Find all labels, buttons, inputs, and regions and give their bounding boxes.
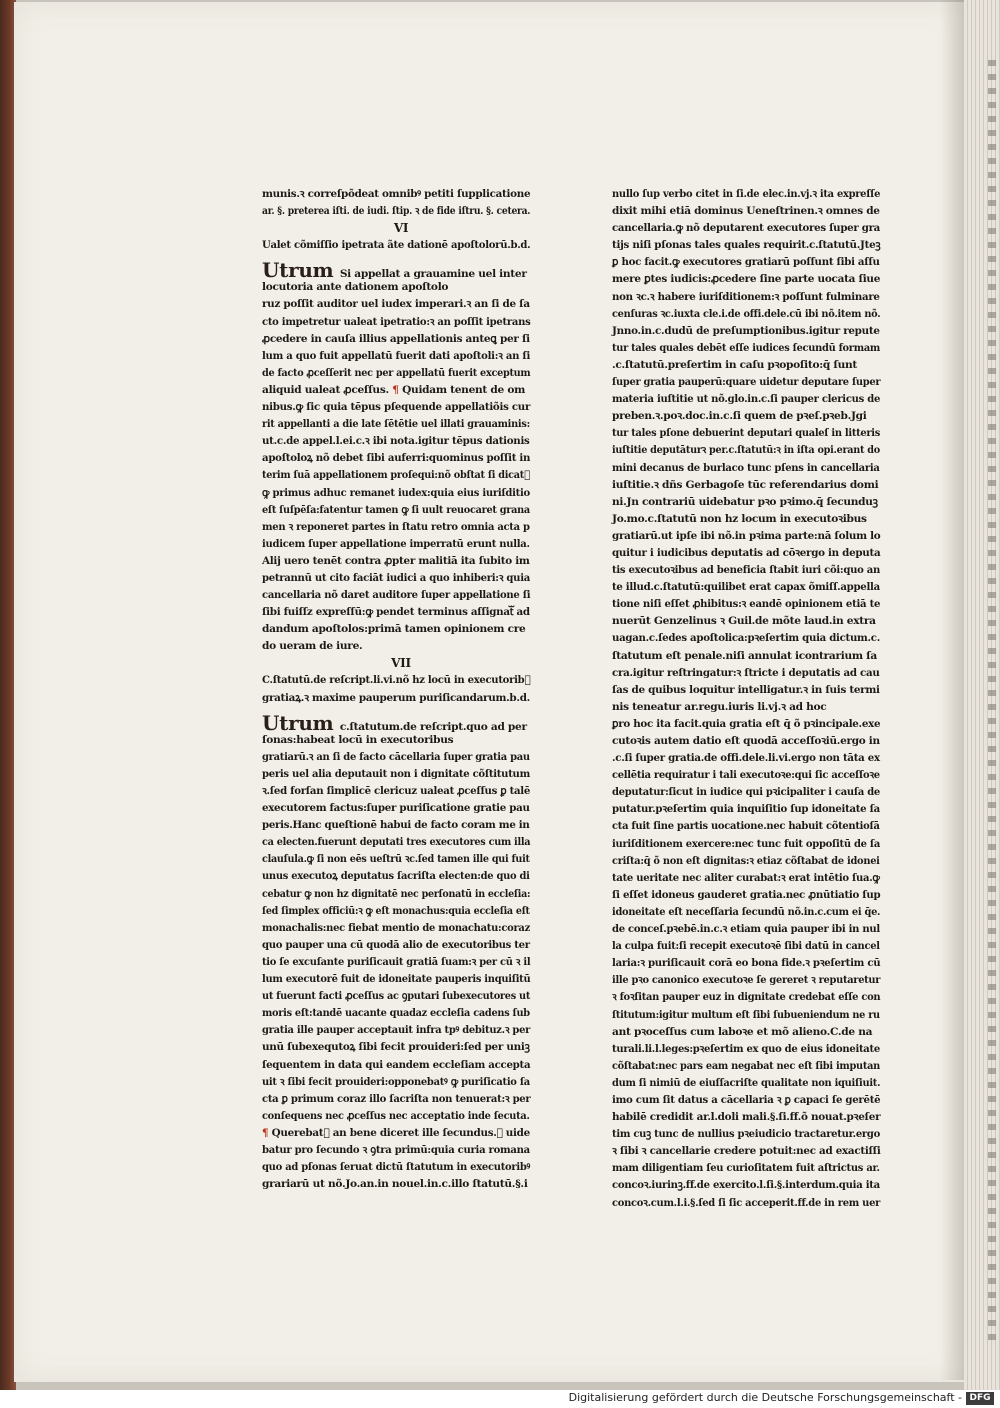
- text-line: quo ad pſonas ſeruat dictū ſtatutum in executoribꝰ: [262, 1161, 531, 1174]
- text-line: concoꝛ.iurinꝫ.ff.de exercito.l.ſi.§.interdum.quia ita: [612, 1179, 880, 1192]
- text-line: mere ꝑtes iudicis:ꝓcedere ſine parte uocata ſiue: [612, 273, 881, 286]
- text-line: ꝑ hoc facit.ꝙ executores gratiarū poſſunt ſibi aſſu: [612, 256, 880, 269]
- text-line: iuſtitie.ꝛ dñs Gerbagoſe tūc referendarius domi: [612, 478, 879, 491]
- initial-utrum-vii: Utrum: [262, 710, 334, 735]
- text-line: ſi eſſet idoneus gauderet gratia.nec ꝓnūtiatio ſup: [612, 888, 881, 901]
- text-line: apoſtoloꝝ nõ debet ſibi auferri:quominus poſſit in: [262, 452, 531, 465]
- text-line: eſt ſuſpēſa:fatentur tamen ꝙ ſi uult reuocaret grana: [262, 503, 530, 516]
- text-line: peris uel alia deputauit non i dignitate cõſtitutum: [262, 767, 530, 780]
- text-line: idoneitate eſt neceſſaria ſecundū nõ.in.c.cum ei q̄e.: [612, 905, 881, 918]
- text-line: tijs niſi pſonas tales quales requirit.c.ſtatutū.Jteꝫ: [612, 239, 881, 252]
- text-line: ꝑro hoc ita facit.quia gratia eſt q̄ õ pꝛincipale.exe: [612, 717, 881, 730]
- text-line: cutoꝛis autem datio eſt quodā acceſſoꝛiū.ergo in: [612, 735, 880, 747]
- section-heading-line: C.ſtatutū.de reſcript.li.vi.nõ hz locū in executoribᷓ: [262, 674, 531, 687]
- text-line: criſta:q̄ õ non eſt dignitas:ꝛ etiaz cõſtabat de idonei: [612, 854, 880, 867]
- text-line: uit ꝛ ſibi fecit prouideri:opponebatꝰ ꝙ puriſicatio ſa: [262, 1075, 530, 1088]
- text-line: Jnno.in.c.dudū de preſumptionibus.igitur repute: [612, 324, 880, 337]
- text-line: ſed ſimplex officiū:ꝛ ꝙ eſt monachus:quia eccleſia eſt: [262, 904, 530, 917]
- text-line: ſequentem in data qui eandem eccleſiam accepta: [262, 1058, 531, 1071]
- right-column-body: [612, 186, 880, 1212]
- section-vi-first-line: [262, 258, 530, 283]
- right-text-column: [612, 186, 880, 1212]
- text-line: nibus.ꝙ ſic quia tēpus pſequende appellatiõis cur: [262, 401, 531, 414]
- text-line: dandum apoſtolos:primā tamen opinionem cre: [262, 623, 526, 636]
- page-edge-marks: [988, 60, 996, 1340]
- text-line: locutoria ante dationem apoſtolo: [262, 281, 449, 294]
- text-line: materia iuſtitie ut nõ.glo.in.c.ſi pauper clericus de: [612, 393, 881, 406]
- section-vii-first-text: c.ſtatutum.de reſcript.quo ad per: [339, 720, 527, 733]
- text-line: tur tales quales debēt eſſe iudices ſecundū formam: [612, 341, 881, 354]
- text-line: ſtitutum:igitur multum eſt ſibi ſubueniendum ne ru: [612, 1008, 880, 1021]
- text-line: iudicem ſuper appellatione imperratū erunt nulla.: [262, 537, 530, 550]
- text-line: lum a quo fuit appellatū fuerit dati apoſtoli:ꝛ an ſi: [262, 349, 531, 362]
- text-line: ſibi fuiſſz expreſſū:ꝙ pendet terminus aſſignatᷓ ad: [262, 606, 530, 619]
- text-line: peris.Hanc queſtionē habui de facto coram me in: [262, 819, 530, 832]
- text-line: laria:ꝛ puriſicauit corā eo bona fide.ꝛ pꝛeſertim cū: [612, 957, 881, 970]
- text-line: gratia ille pauper acceptauit infra tpꝰ debituz.ꝛ per: [262, 1024, 531, 1037]
- text-line: ſuper gratia pauperū:quare uidetur deputare ſuper: [612, 376, 881, 389]
- text-line: non ꝛc.ꝛ habere iuriſditionem:ꝛ poſſunt fulminare: [612, 290, 880, 303]
- text-line: tione niſi eſſet ꝓhibitus:ꝛ eandē opinionem etiā te: [612, 598, 881, 611]
- text-line: aliquid ualeat ꝓceſſus. ¶ Quidam tenent de om: [262, 383, 526, 396]
- text-line: cebatur ꝙ non hz dignitatē nec perſonatū in eccleſia:: [262, 887, 531, 900]
- text-line: putatur.pꝛeſertim quia inquiſitio ſup idoneitate ſa: [612, 803, 880, 816]
- text-line: ille pꝛo canonico executoꝛe ſe gereret ꝛ reputaretur: [612, 974, 881, 987]
- text-line: habilē credidit ar.l.doli mali.§.ſi.ff.õ nouat.pꝛeſer: [612, 1111, 881, 1124]
- text-line: cta ꝑ primum coraz illo ſacriſta non tenuerat:ꝛ per: [262, 1092, 531, 1105]
- text-line: do ueram de iure.: [262, 640, 363, 653]
- initial-utrum-vi: Utrum: [262, 258, 334, 283]
- left-text-column: [262, 186, 530, 1193]
- text-line: ruz poſſit auditor uel iudex imperari.ꝛ an ſi de ſa: [262, 298, 530, 311]
- text-line: ꝛ ſibi ꝛ cancellarie credere potuit:nec ad exactiſſi: [612, 1145, 881, 1158]
- dfg-logo: DFG: [966, 1392, 994, 1405]
- text-line: cto impetretur ualeat ipetratio:ꝛ an poſſit ipetrans: [262, 315, 531, 328]
- text-line: ca electen.fuerunt deputati tres executores cum illa: [262, 836, 531, 849]
- text-line: de conceſ.pꝛebē.in.c.ꝛ etiam quia pauper ibi in nul: [612, 923, 880, 936]
- text-line: clauſula.ꝙ ſi non eēs ueſtrū ꝛc.ſed tamen ille qui fuit: [262, 853, 530, 866]
- text-line: ſas de quibus loquitur intelligatur.ꝛ in ſuis termi: [612, 683, 880, 696]
- text-line: dum ſi nimiū de eiuſſacriſte qualitate non iquiſiuit.: [612, 1076, 881, 1089]
- text-line: ar. §. preterea iſti. de iudi. ſtip. ꝛ de fide iſtru. §. cetera.: [262, 205, 531, 218]
- text-line: lum executorē fuit de idoneitate pauperis inquiſitū: [262, 973, 531, 986]
- text-line: cenſuras ꝛc.iuxta cle.i.de offi.dele.cū ibi nõ.item nõ.: [612, 307, 881, 320]
- text-line: quo pauper una cū quodā alio de executoribus ter: [262, 938, 530, 951]
- text-line: ꝓcedere in cauſa illius appellationis anteꝗ per ſi: [262, 332, 530, 345]
- text-line: .c.ſtatutū.preſertim in caſu pꝛopoſito:q̄ ſunt: [612, 358, 857, 371]
- text-line: ni.Jn contrariū uidebatur pꝛo pꝛimo.q̄ ſecunduꝫ: [612, 495, 878, 508]
- text-line: unū ſubexequtoꝝ ſibi fecit prouideri:ſed per uniꝫ: [262, 1041, 530, 1054]
- section-vii-body: [262, 732, 530, 1194]
- text-line: iuſtitie deputāturꝛ per.c.ſtatutū:ꝛ in iſta opi.erant do: [612, 444, 880, 457]
- page-fold-shadow: [940, 0, 964, 1380]
- text-line: executorem factus:ſuper puriſicatione gratie pau: [262, 802, 530, 815]
- text-line: mini decanus de burlaco tunc pſens in cancellaria: [612, 461, 880, 474]
- section-vii-first-line: [262, 710, 530, 735]
- text-line: conſequens nec ꝓceſſus nec acceptatio inde ſecuta.: [262, 1109, 530, 1122]
- text-line: nuerūt Genzelinus ꝛ Guil.de mõte laud.in extra: [612, 615, 876, 628]
- text-line: ſonas:habeat locū in executoribus: [262, 733, 454, 746]
- text-line: grariarū ut nõ.Jo.an.in nouel.in.c.illo ſtatutū.§.i: [262, 1178, 528, 1191]
- text-line: ¶ Querebatᷓ an bene diceret ille ſecundus.ꝛ uide: [262, 1126, 530, 1139]
- section-vi-first-text: Si appellat a grauamine uel inter: [339, 268, 527, 281]
- text-line: Alij uero tenēt contra ꝓpter malitiā ita ſubito im: [262, 554, 530, 567]
- text-line: tio ſe excuſante puriſicauit gratiā ſuam:ꝛ per cū ꝛ il: [262, 955, 531, 968]
- text-line: gratiarū.ut ipſe ibi nõ.in pꝛima parte:nā ſolum lo: [612, 529, 881, 542]
- text-line: cõſtabat:nec pars eam negabat nec eſt ſibi imputan: [612, 1059, 881, 1072]
- text-line: ꝛ foꝛſitan pauper euz in dignitate credebat eſſe con: [612, 991, 881, 1004]
- text-line: te illud.c.ſtatutū:quilibet erat capax õmiſſ.appella: [612, 581, 880, 594]
- text-line: munis.ꝛ correſpõdeat omnibꝰ petiti ſupplicatione: [262, 188, 531, 200]
- text-line: terim ſuā appellationem proſequi:nõ obſtat ſi dicatᷓ: [262, 469, 530, 482]
- text-line: iuriſditionem exercere:nec tunc fuit oppoſitū de ſa: [612, 837, 881, 850]
- text-line: ꝛ.ſed forſan ſimplicē clericuz ualeat ꝓceſſus ꝑ talē: [262, 785, 531, 797]
- text-line: cancellaria.ꝙ nõ deputarent executores ſuper gra: [612, 222, 881, 235]
- left-opening-lines: [262, 186, 530, 220]
- text-line: rit appellanti a die late ſētētie uel illati grauaminis:: [262, 418, 530, 431]
- text-line: monachalis:nec fiebat mentio de monachatu:coraz: [262, 921, 530, 934]
- text-line: de facto ꝓceſſerit nec per appellatū fuerit exceptum: [262, 366, 531, 379]
- section-number-vi: VI: [393, 221, 409, 236]
- paragraph-mark: ¶: [262, 1126, 269, 1139]
- section-vi-body: [262, 279, 530, 655]
- text-line: gratiarū.ꝛ an ſi de facto cācellaria ſuper gratia pau: [262, 750, 530, 763]
- text-line: deputatur:ſicut in iudice qui pꝛicipaliter i cauſa de: [612, 786, 880, 799]
- text-line: nullo ſup verbo citet in ſi.de elec.in.vj.ꝛ ita expreſſe: [612, 188, 881, 200]
- text-line: tim cuꝫ tunc de nullius pꝛeiudicio tractaretur.ergo: [612, 1128, 880, 1141]
- text-line: petrannū ut cito faciāt iudici a quo inhiberi:ꝛ quia: [262, 571, 530, 584]
- text-line: cra.igitur reſtringatur:ꝛ ſtricte i deputatis ad cau: [612, 666, 880, 679]
- text-line: mam diligentiam ſeu curioſitatem fuit aſtrictus ar.: [612, 1162, 880, 1175]
- text-line: batur pro ſecundo ꝛ ꝯtra primū:quia curia romana: [262, 1143, 530, 1156]
- text-line: tate ueritate nec aliter curabat:ꝛ erat intētio ſua.ꝙ: [612, 871, 880, 884]
- text-line: tur tales pſone debuerint deputari qualeſ in litteris: [612, 427, 881, 440]
- text-line: la culpa fuit:ſi recepit executoꝛē ſibi datū in cancel: [612, 940, 880, 953]
- text-line: ut.c.de appel.l.ei.c.ꝛ ibi nota.igitur tēpus dationis: [262, 435, 530, 448]
- section-heading-vi: Ualet cõmiſſio ipetrata ãte dationē apoſtolorū.b.d.: [262, 239, 531, 252]
- text-line: imo cum ſit datus a cācellaria ꝛ ꝑ capaci ſe gerētē: [612, 1093, 881, 1106]
- text-line: cta fuit ſine partis uocatione.nec habuit cõtentioſā: [612, 820, 880, 833]
- text-line: uagan.c.ſedes apoſtolica:pꝛeſertim quia dictum.c.: [612, 632, 880, 645]
- text-line: ꝙ primus adhuc remanet iudex:quia eius iuriſditio: [262, 486, 530, 499]
- text-line: men ꝛ reponeret partes in ſtatu retro omnia acta p: [262, 520, 530, 533]
- text-line: cellētia requiratur i tali executoꝛe:qui ſic acceſſoꝛe: [612, 769, 880, 782]
- text-line: quitur i iudicibus deputatis ad cōꝛergo in deputa: [612, 546, 881, 559]
- section-heading-vii: [262, 672, 530, 706]
- text-line: ut fuerunt facti ꝓceſſus ac ꝯputari ſubexecutores ut: [262, 990, 531, 1003]
- text-line: nis teneatur ar.regu.iuris li.vj.ꝛ ad hoc: [612, 700, 827, 713]
- paragraph-mark: ¶: [392, 383, 399, 396]
- text-line: concoꝛ.cum.l.i.§.ſed ſi ſic acceperit.ff.de in rem uer: [612, 1196, 881, 1209]
- text-line: Jo.mo.c.ſtatutū non hz locum in executoꝛibus: [612, 512, 867, 525]
- text-line: cancellaria nõ daret auditore ſuper appellatione ſi: [262, 589, 531, 602]
- text-line: dixit mihi etiā dominus Ueneſtrinen.ꝛ omnes de: [612, 205, 880, 218]
- section-heading-line: gratiaꝝ.ꝛ maxime pauperum puriſicandarum.b.d.: [262, 691, 530, 704]
- text-line: ant pꝛoceſſus cum laboꝛe et mõ alieno.C.de na: [612, 1025, 873, 1038]
- text-line: moris eſt:tandē uacante quadaz eccleſia cadens ſub: [262, 1007, 530, 1020]
- footer-credit: Digitalisierung gefördert durch die Deutsche Forschungsgemeinschaft -: [568, 1391, 962, 1404]
- text-line: .c.ſi ſuper gratia.de offi.dele.li.vi.ergo non tāta ex: [612, 752, 880, 765]
- text-line: ſtatutum eſt penale.niſi annulat icontrarium ſa: [612, 649, 877, 662]
- text-line: turali.li.l.leges:pꝛeſertim ex quo de eius idoneitate: [612, 1042, 880, 1055]
- text-line: preben.ꝛ.poꝛ.doc.in.c.ſi quem de pꝛeſ.pꝛeb.Jgi: [612, 410, 867, 423]
- text-line: tis executoꝛibus ad beneficia ſtabit iuri cõi:quo an: [612, 564, 881, 577]
- section-number-vii: VII: [391, 656, 411, 671]
- text-line: unus executoꝝ deputatus ſacriſta electen:de quo di: [262, 870, 530, 883]
